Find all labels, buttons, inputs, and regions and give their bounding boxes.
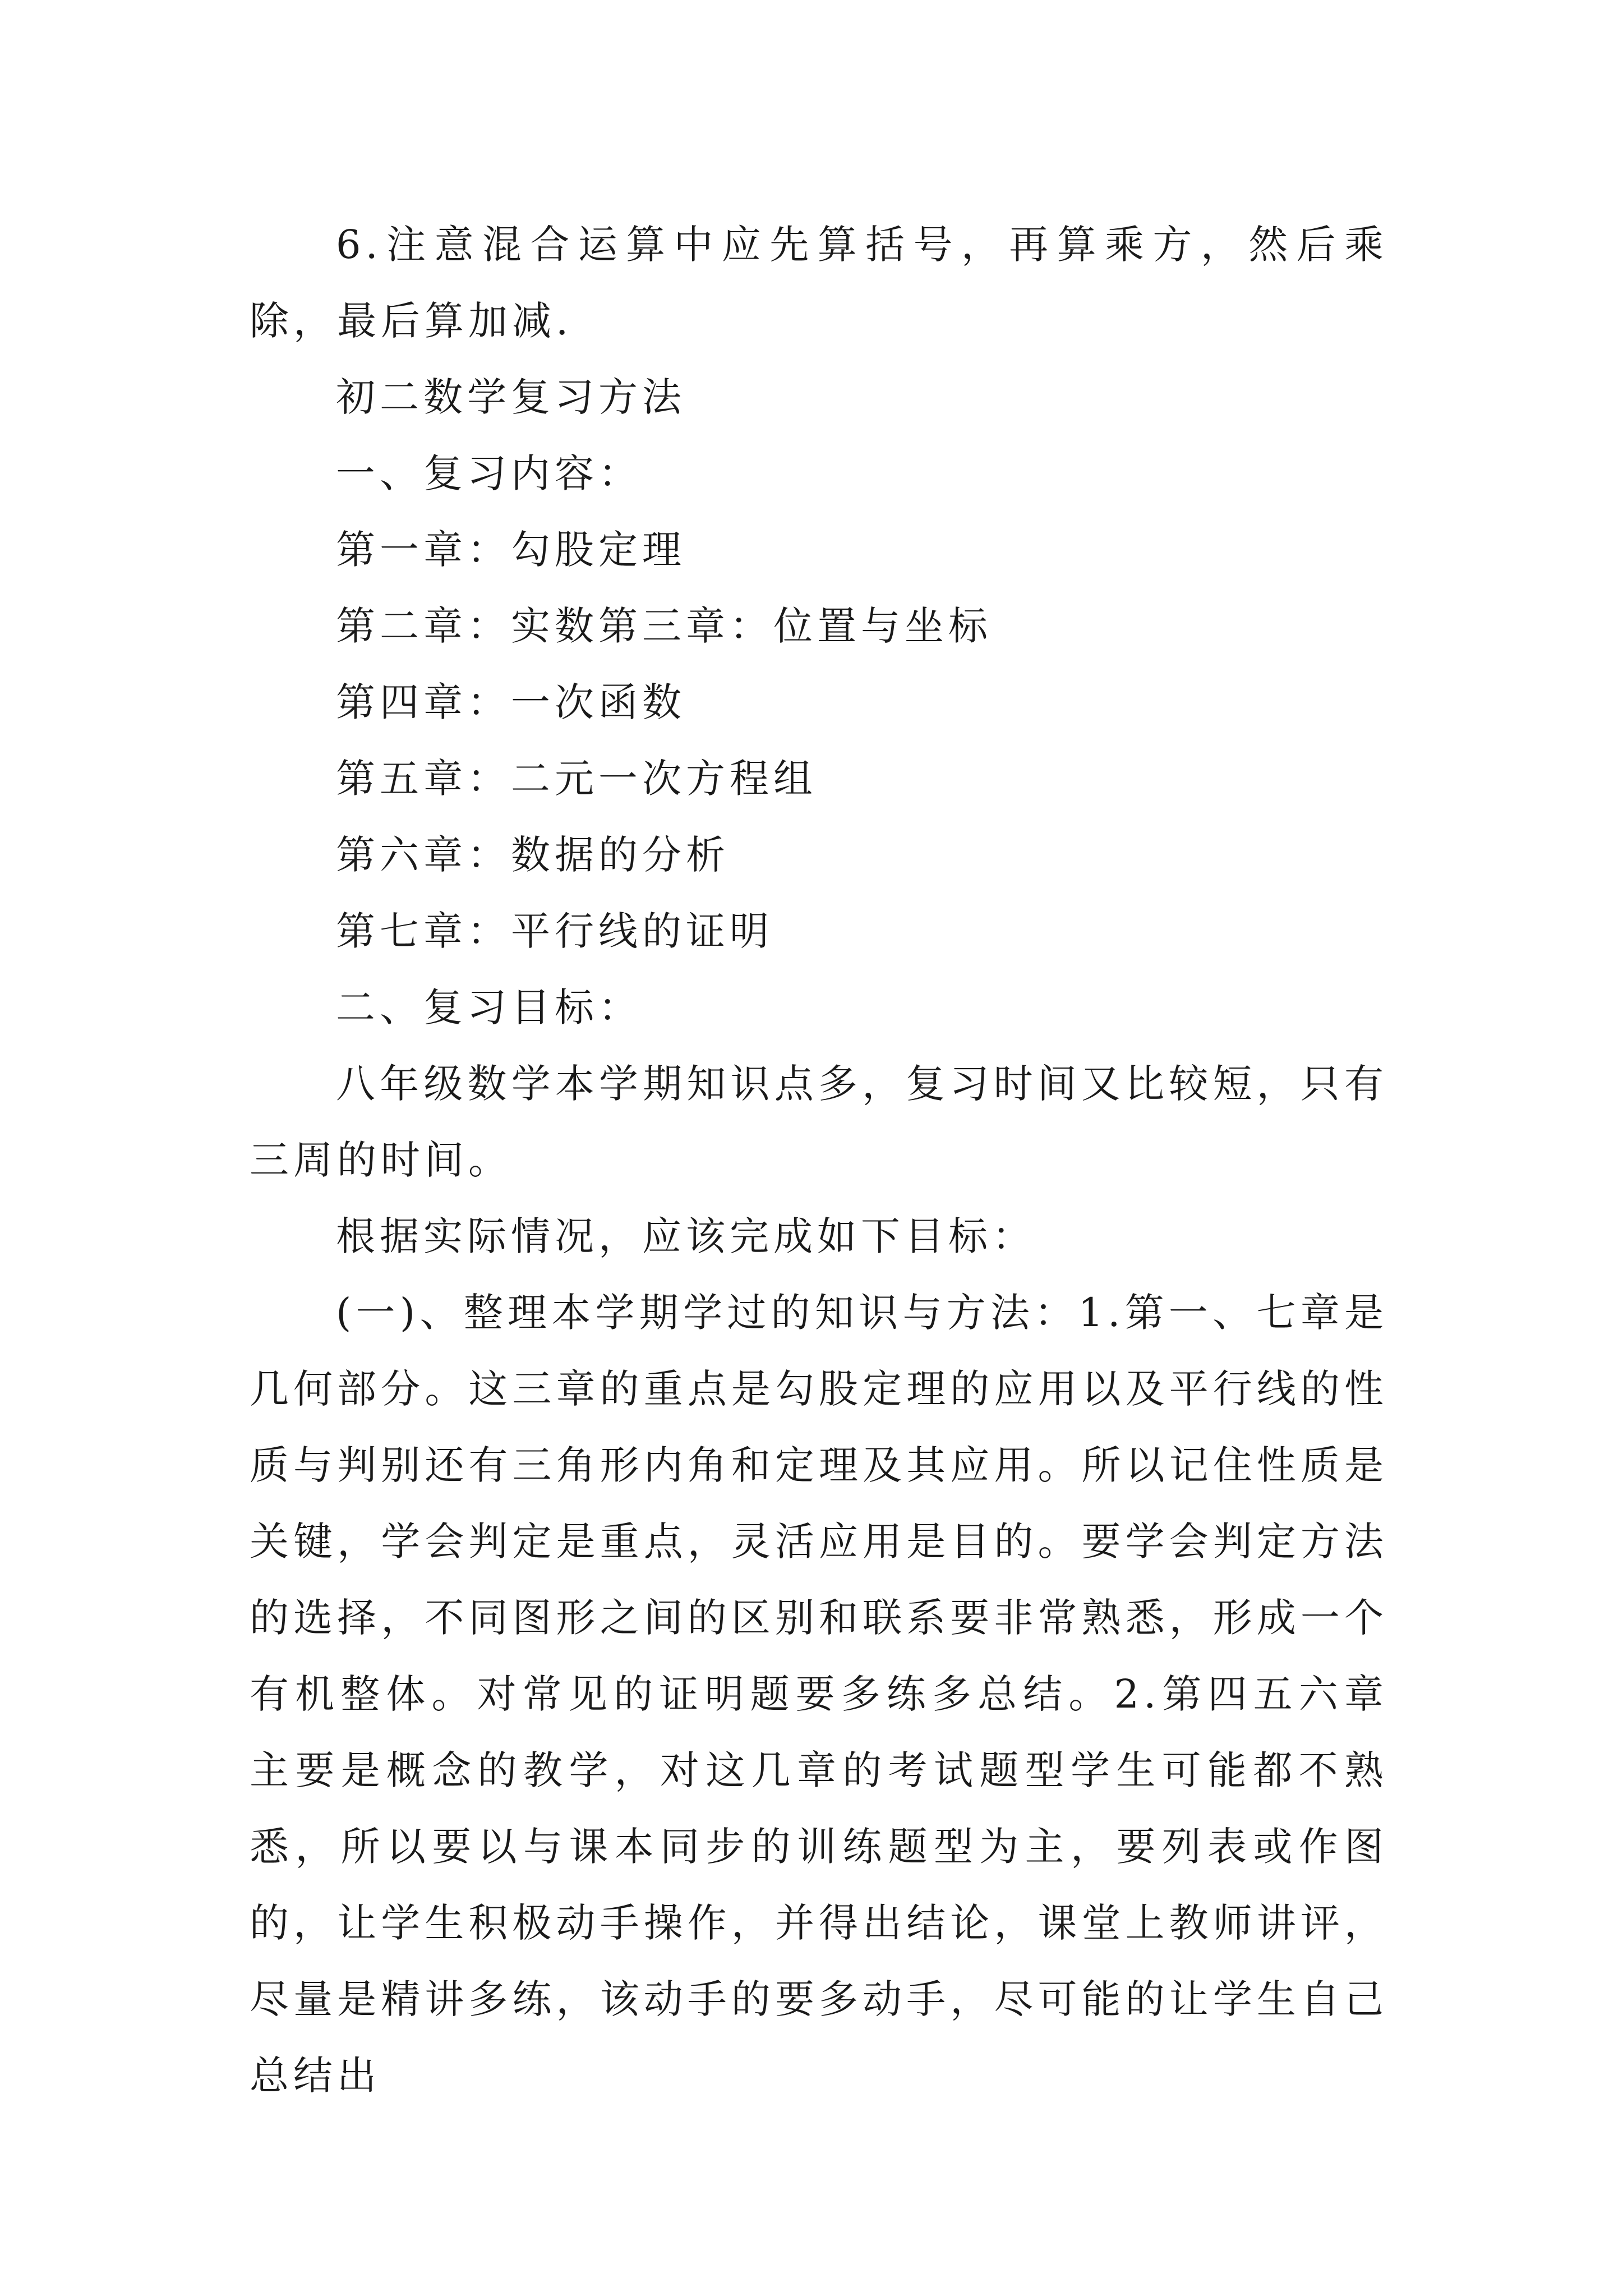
heading-review-content: 一、复习内容： xyxy=(336,450,642,496)
document-body xyxy=(250,206,1388,2114)
paragraph-semester-overview: 八年级数学本学期知识点多，复习时间又比较短，只有三周的时间。 xyxy=(250,1061,1388,1183)
paragraph-goals-intro: 根据实际情况，应该完成如下目标： xyxy=(336,1213,1036,1259)
paragraph-order-of-operations: 6.注意混合运算中应先算括号，再算乘方，然后乘除，最后算加减. xyxy=(250,222,1388,344)
chapter-4: 第四章：一次函数 xyxy=(336,679,686,725)
chapter-2-3: 第二章：实数第三章：位置与坐标 xyxy=(336,603,992,649)
heading-review-goals: 二、复习目标： xyxy=(336,984,642,1030)
chapter-5: 第五章：二元一次方程组 xyxy=(336,756,817,802)
chapter-7: 第七章：平行线的证明 xyxy=(336,908,773,954)
chapter-1: 第一章：勾股定理 xyxy=(336,527,686,573)
section-title-review-method: 初二数学复习方法 xyxy=(336,374,686,420)
paragraph-organize-knowledge: (一)、整理本学期学过的知识与方法：1.第一、七章是几何部分。这三章的重点是勾股定理的应用以及平行线的性质与判别还有三角形内角和定理及其应用。所以记住性质是关键，学会判定是重点，灵活应用是目的。要学会判定方法的选择，不同图形之间的区别和联系要非常熟悉，形成一个有机整体。对常见的证明题要多练多总结。2.第四五六章主要是概念的教学，对这几章的考试题型学生可能都不熟悉，所以要以与课本同步的训练题型为主，要列表或作图的，让学生积极动手操作，并得出结论，课堂上教师讲评，尽量是精讲多练，该动手的要多动手，尽可能的让学生自己总结出 xyxy=(250,1290,1388,2099)
chapter-6: 第六章：数据的分析 xyxy=(336,832,730,878)
